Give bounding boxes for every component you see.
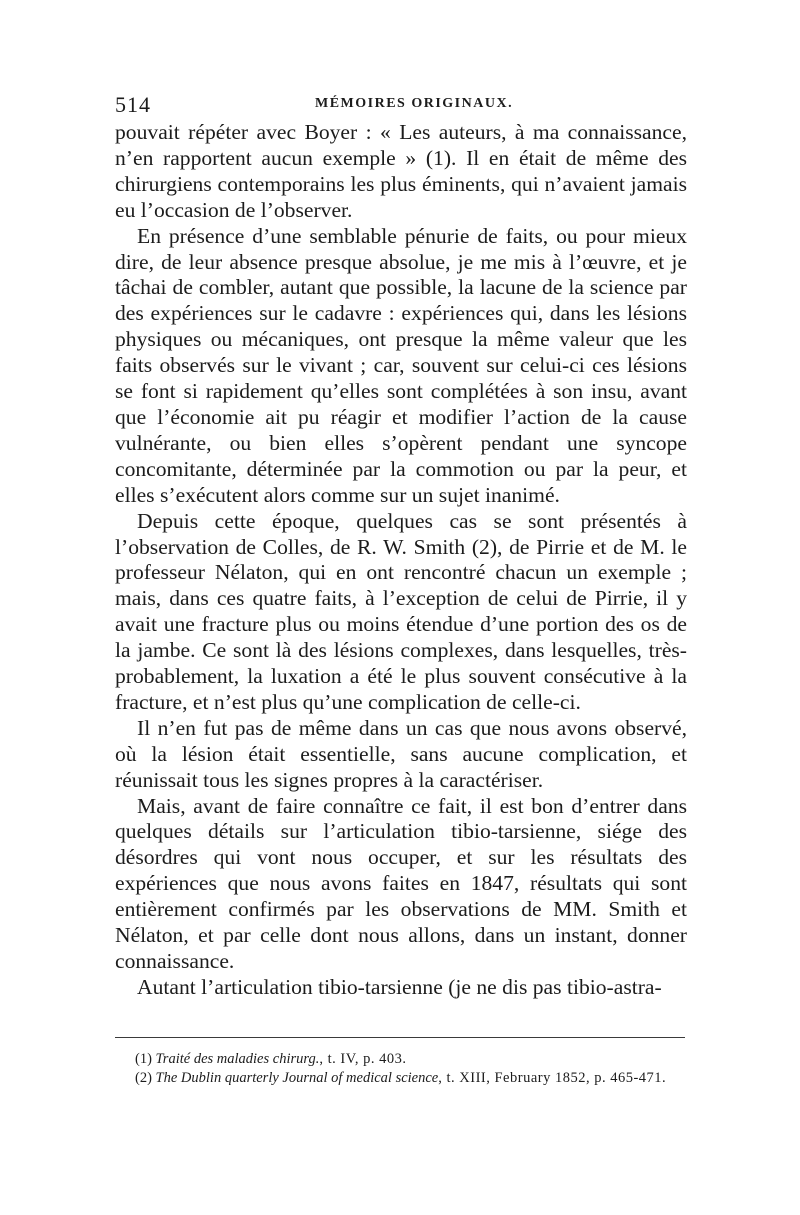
running-head: [115, 92, 687, 120]
paragraph: Autant l’articulation tibio-tarsienne (je ne dis pas tibio-astra-: [137, 974, 662, 999]
page: [115, 92, 687, 1088]
footnote: [115, 1050, 687, 1069]
paragraph: pouvait répéter avec Boyer : « Les auteurs, à ma connaissance, n’en rapportent aucun exemple » (1). Il en était de même des chirurgiens contemporains les plus éminents, qui n’avaient jamais eu l’occasion de l’observer.: [115, 120, 687, 222]
footnotes: [115, 1050, 687, 1088]
footnote-title: Traité des maladies chirurg.: [155, 1050, 320, 1067]
paragraph: En présence d’une semblable pénurie de faits, ou pour mieux dire, de leur absence presque absolue, je me mis à l’œuvre, et je tâchai de combler, autant que possible, la lacune de la science par des expériences sur le cadavre : expériences qui, dans les lésions physiques ou mécaniques, ont presque la même valeur que les faits observés sur le vivant ; car, souvent sur celui-ci ces lésions se font si rapidement qu’elles sont complétées à son insu, avant que l’économie ait pu réagir et modifier l’action de la cause vulnérante, ou bien elles s’opèrent pendant une syncope concomitante, déterminée par la commotion ou par la peur, et elles s’exécutent alors comme sur un sujet inanimé.: [115, 223, 687, 507]
paragraph: Depuis cette époque, quelques cas se sont présentés à l’observation de Colles, de R. W. Smith (2), de Pirrie et de M. le professeur Nélaton, qui en ont rencontré chacun un exemple ; mais, dans ces quatre faits, à l’exception de celui de Pirrie, il y avait une fracture plus ou moins étendue d’une portion des os de la jambe. Ce sont là des lésions complexes, dans lesquelles, très-probablement, la luxation a été le plus souvent consécutive à la fracture, et n’est plus qu’une complication de celle-ci.: [115, 508, 687, 714]
body-text: [115, 120, 687, 1001]
footnote-divider: [115, 1037, 685, 1038]
page-number: 514: [115, 92, 151, 117]
paragraph: Il n’en fut pas de même dans un cas que nous avons observé, où la lésion était essentielle, sans aucune complication, et réunissait tous les signes propres à la caractériser.: [115, 715, 687, 792]
footnote-reference: , t. XIII, February 1852, p. 465-471.: [438, 1069, 667, 1086]
footnote-reference: , t. IV, p. 403.: [319, 1050, 407, 1067]
paragraph: Mais, avant de faire connaître ce fait, il est bon d’entrer dans quelques détails sur l’articulation tibio-tarsienne, siége des désordres qui vont nous occuper, et sur les résultats des expériences que nous avons faites en 1847, résultats qui sont entièrement confirmés par les observations de MM. Smith et Nélaton, et par celle dont nous allons, dans un instant, donner connaissance.: [115, 793, 687, 973]
footnote-marker: (1): [135, 1050, 152, 1067]
footnote-marker: (2): [135, 1069, 152, 1086]
footnote-title: The Dublin quarterly Journal of medical science: [155, 1069, 439, 1086]
footnote: [115, 1069, 687, 1088]
running-title: MÉMOIRES ORIGINAUX.: [315, 96, 514, 111]
